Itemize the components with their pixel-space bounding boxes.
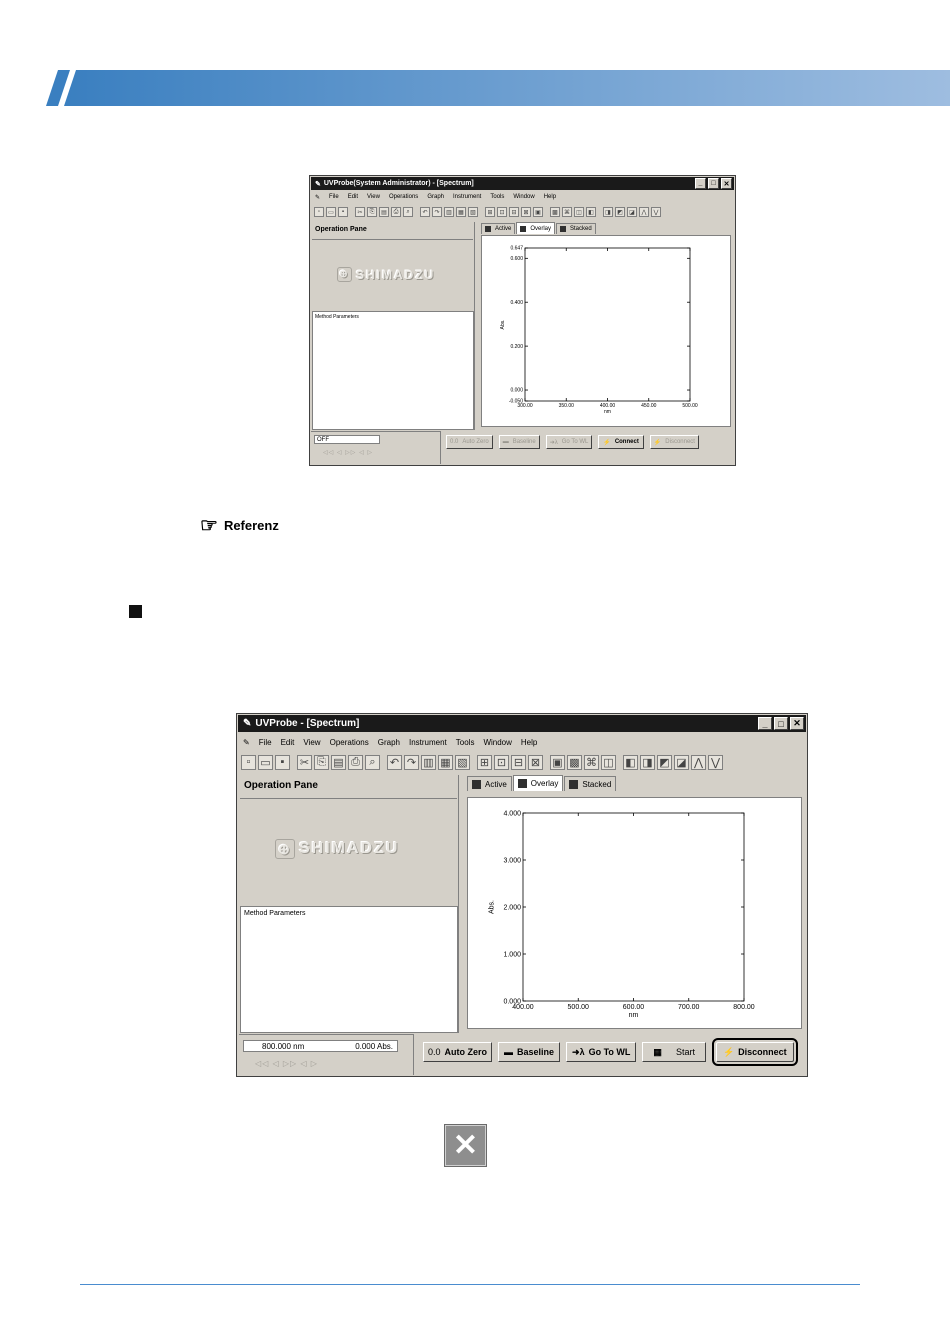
menu-graph[interactable]: Graph (377, 738, 400, 747)
tab-overlay[interactable]: Overlay (513, 775, 564, 791)
go-to-wl-icon: ➜λ (572, 1046, 585, 1057)
spectrum-graph-area (467, 797, 802, 1029)
x-tick-label: 350.00 (558, 403, 574, 409)
chapter-header-bar (0, 70, 950, 106)
menu-window[interactable]: Window (483, 738, 512, 747)
graph-tabs (481, 222, 597, 234)
go-to-wl-icon: ➜λ (549, 439, 558, 446)
status-wavelength: 800.000 nm (262, 1041, 305, 1051)
menu-view[interactable]: View (303, 738, 321, 747)
toolbar-button-icon[interactable]: ◩ (657, 755, 672, 770)
toolbar-button-icon[interactable]: ⎘ (314, 755, 329, 770)
method-parameters-panel (312, 311, 474, 430)
toolbar-button-icon[interactable]: ◪ (674, 755, 689, 770)
y-tick-label: 0.000 (503, 998, 521, 1006)
toolbar-button-icon[interactable]: ▤ (331, 755, 346, 770)
x-tick-label: 800.00 (733, 1004, 755, 1011)
menu-tools[interactable]: Tools (455, 738, 475, 747)
toolbar-button-icon[interactable]: ⊠ (521, 207, 531, 217)
active-tab-icon (485, 226, 491, 232)
y-axis-label: Abs. (500, 319, 506, 330)
method-parameters-label: Method Parameters (315, 314, 359, 320)
tab-overlay[interactable]: Overlay (516, 222, 555, 234)
y-tick-label: 4.000 (503, 810, 521, 818)
go-to-wl-button[interactable]: ➜λ Go To WL (546, 435, 593, 449)
go-to-wl-button[interactable]: ➜λ Go To WL (566, 1042, 636, 1062)
toolbar-button-icon[interactable]: ▣ (550, 755, 565, 770)
x-tick-label: 700.00 (678, 1004, 700, 1011)
toolbar-button-icon[interactable]: ↶ (387, 755, 402, 770)
title-bar: ✎ UVProbe - [Spectrum] _ □ ✕ (238, 715, 806, 732)
toolbar-button-icon[interactable]: ⋀ (691, 755, 706, 770)
y-tick-label: 0.647 (510, 245, 523, 252)
graph-tabs (467, 775, 617, 791)
status-absorbance: 0.000 Abs. (355, 1041, 393, 1051)
toolbar-button-icon[interactable]: ▧ (455, 755, 470, 770)
y-tick-label: 0.400 (510, 299, 523, 306)
baseline-icon: ▬ (502, 439, 509, 445)
shimadzu-logo: ⊕ SHIMADZU (275, 839, 399, 859)
maximize-button[interactable]: □ (774, 717, 788, 730)
menu-operations[interactable]: Operations (388, 194, 419, 200)
toolbar-button-icon[interactable]: ◪ (627, 207, 637, 217)
connect-button[interactable]: ⚡ Connect (598, 435, 643, 449)
toolbar-button-icon[interactable]: ◫ (574, 207, 584, 217)
disconnect-button[interactable]: ⚡ Disconnect (716, 1042, 794, 1062)
toolbar-button-icon[interactable]: ▩ (550, 207, 560, 217)
disconnect-icon: ⚡ (653, 439, 662, 446)
menu-graph[interactable]: Graph (427, 194, 444, 200)
menu-bar (239, 736, 805, 749)
tab-stacked[interactable]: Stacked (564, 776, 616, 791)
app-menu-icon[interactable]: ✎ (315, 194, 321, 201)
footer-rule (80, 1284, 860, 1285)
menu-instrument[interactable]: Instrument (453, 194, 482, 200)
section-bullet-icon (129, 605, 142, 618)
plot-frame (525, 248, 690, 401)
navigation-arrows[interactable]: ◁◁ ◁ ▷▷ ◁ ▷ (323, 450, 373, 456)
y-axis-label: Abs. (488, 899, 496, 915)
pointing-hand-icon: ☞ (200, 515, 218, 537)
toolbar-button-icon[interactable]: ▦ (438, 755, 453, 770)
toolbar-button-icon[interactable]: ✂ (355, 207, 365, 217)
instrument-button-row (446, 434, 705, 450)
toolbar-button-icon[interactable]: ▣ (533, 207, 543, 217)
toolbar-button-icon[interactable]: ⊟ (509, 207, 519, 217)
disconnect-icon: ⚡ (722, 1046, 735, 1057)
operation-pane-title: Operation Pane (244, 780, 318, 791)
y-tick-label: -0.050 (508, 398, 523, 405)
reference-label: Referenz (223, 518, 279, 533)
toolbar-button-icon[interactable]: ◧ (586, 207, 596, 217)
x-tick-label: 600.00 (622, 1004, 645, 1011)
title-bar: ✎ UVProbe(System Administrator) - [Spectrum] _ □ ✕ (311, 177, 734, 190)
method-parameters-panel (240, 906, 458, 1033)
start-icon: ▦ (653, 1046, 662, 1057)
auto-zero-icon: 0.0 (428, 1047, 441, 1057)
operation-pane (239, 775, 459, 1033)
toolbar-button-icon[interactable]: ▪ (275, 755, 290, 770)
toolbar-button-icon[interactable]: ⋁ (651, 207, 661, 217)
stacked-tab-icon (569, 780, 578, 789)
close-icon: ✕ (445, 1125, 486, 1166)
toolbar-button-icon[interactable]: ◨ (640, 755, 655, 770)
menu-window[interactable]: Window (513, 194, 535, 200)
toolbar-button-icon[interactable]: ◩ (615, 207, 625, 217)
menu-view[interactable]: View (367, 194, 380, 200)
spectrum-graph-area (481, 235, 731, 427)
toolbar-button-icon[interactable]: ✂ (297, 755, 312, 770)
menu-operations[interactable]: Operations (329, 738, 369, 747)
plot-frame (523, 813, 744, 1001)
baseline-button[interactable]: ▬ Baseline (498, 1042, 560, 1062)
toolbar-button-icon[interactable]: ⌕ (403, 207, 413, 217)
x-tick-label: 500.00 (682, 403, 698, 409)
menu-edit[interactable]: Edit (347, 194, 359, 200)
status-value: OFF (317, 436, 329, 443)
baseline-icon: ▬ (504, 1047, 514, 1057)
auto-zero-icon: 0.0 (450, 439, 459, 445)
minimize-button[interactable]: _ (695, 178, 706, 189)
toolbar-button-icon[interactable]: ▭ (258, 755, 273, 770)
toolbar-button-icon[interactable]: ◧ (623, 755, 638, 770)
toolbar-button-icon[interactable]: ▧ (468, 207, 478, 217)
toolbar-button-icon[interactable]: ▥ (421, 755, 436, 770)
toolbar-button-icon[interactable]: ⎘ (367, 207, 377, 217)
close-button[interactable]: ✕ (790, 717, 804, 730)
auto-zero-button[interactable]: 0.0 Auto Zero (446, 435, 493, 449)
shimadzu-logo-icon: ⊕ (337, 267, 352, 282)
maximize-button[interactable]: □ (708, 178, 719, 189)
toolbar-button-icon[interactable]: ⋁ (708, 755, 723, 770)
y-tick-label: 2.000 (503, 904, 521, 912)
menu-tools[interactable]: Tools (490, 194, 505, 200)
menu-help[interactable]: Help (543, 194, 557, 200)
menu-help[interactable]: Help (520, 738, 538, 747)
toolbar-button-icon[interactable]: ▪ (338, 207, 348, 217)
active-tab-icon (472, 780, 481, 789)
spectrum-chart (482, 236, 730, 426)
x-axis-label: nm (628, 1012, 639, 1019)
x-tick-label: 400.00 (599, 403, 616, 409)
toolbar (314, 206, 731, 218)
graph-pane (478, 222, 734, 430)
status-readout (314, 435, 380, 444)
toolbar-button-icon[interactable]: ⊞ (477, 755, 492, 770)
auto-zero-button[interactable]: 0.0 Auto Zero (423, 1042, 492, 1062)
y-tick-label: 0.200 (510, 343, 523, 350)
toolbar-button-icon[interactable]: ⊡ (494, 755, 509, 770)
toolbar-button-icon[interactable]: ▦ (456, 207, 466, 217)
uvprobe-window (236, 713, 808, 1077)
operation-pane-title: Operation Pane (315, 226, 367, 233)
menu-bar (312, 192, 733, 202)
shimadzu-logo-icon: ⊕ (275, 839, 295, 859)
operation-pane (311, 222, 475, 430)
y-tick-label: 3.000 (503, 857, 521, 865)
window-title: UVProbe(System Administrator) - [Spectrum] (323, 180, 474, 187)
toolbar-button-icon[interactable]: ◨ (603, 207, 613, 217)
shimadzu-logo: ⊕ SHIMADZU (337, 267, 435, 282)
instrument-button-row (423, 1041, 800, 1063)
toolbar-button-icon[interactable]: ▤ (379, 207, 389, 217)
status-panel (239, 1034, 414, 1075)
toolbar-button-icon[interactable]: ▫ (241, 755, 256, 770)
toolbar-button-icon[interactable]: ⌕ (365, 755, 380, 770)
method-parameters-label: Method Parameters (244, 910, 306, 917)
toolbar-button-icon[interactable]: ◫ (601, 755, 616, 770)
y-tick-label: 0.600 (510, 255, 523, 262)
reference-note (200, 513, 279, 538)
x-tick-label: 300.00 (517, 403, 533, 409)
toolbar-button-icon[interactable]: ▥ (444, 207, 454, 217)
tab-active[interactable]: Active (481, 223, 515, 234)
toolbar-button-icon[interactable]: ⊠ (528, 755, 543, 770)
toolbar-button-icon[interactable]: ⊟ (511, 755, 526, 770)
toolbar-button-icon[interactable]: ↷ (432, 207, 442, 217)
connect-icon: ⚡ (603, 439, 611, 446)
x-tick-label: 450.00 (641, 403, 657, 409)
tab-stacked[interactable]: Stacked (556, 223, 596, 234)
toolbar-button-icon[interactable]: ⎙ (391, 207, 401, 217)
toolbar-button-icon[interactable]: ▩ (567, 755, 582, 770)
navigation-arrows[interactable]: ◁◁ ◁ ▷▷ ◁ ▷ (255, 1059, 318, 1068)
toolbar-button-icon[interactable]: ↷ (404, 755, 419, 770)
graph-pane (463, 775, 806, 1033)
overlay-tab-icon (520, 226, 526, 232)
toolbar-button-icon[interactable]: ⎙ (348, 755, 363, 770)
tab-active[interactable]: Active (467, 776, 512, 791)
toolbar-button-icon[interactable]: ⊡ (497, 207, 507, 217)
stacked-tab-icon (560, 226, 566, 232)
menu-file[interactable]: File (329, 194, 339, 200)
y-tick-label: 1.000 (503, 951, 521, 959)
menu-instrument[interactable]: Instrument (408, 738, 447, 747)
toolbar-button-icon[interactable]: ▭ (326, 207, 336, 217)
menu-file[interactable]: File (258, 738, 272, 747)
menu-edit[interactable]: Edit (280, 738, 295, 747)
start-button[interactable]: ▦ Start (642, 1042, 706, 1062)
spectrum-chart (468, 798, 801, 1028)
toolbar-button-icon[interactable]: ↶ (420, 207, 430, 217)
toolbar-button-icon[interactable]: ⊞ (485, 207, 495, 217)
minimize-button[interactable]: _ (758, 717, 772, 730)
toolbar-button-icon[interactable]: ⋀ (639, 207, 649, 217)
overlay-tab-icon (518, 779, 527, 788)
uvprobe-window-admin (309, 175, 736, 466)
baseline-button[interactable]: ▬ Baseline (499, 435, 540, 449)
toolbar-button-icon[interactable]: ⌘ (562, 207, 572, 217)
status-panel (311, 431, 441, 464)
x-tick-label: 400.00 (512, 1004, 534, 1011)
disconnect-button[interactable]: ⚡ Disconnect (650, 435, 699, 449)
x-tick-label: 500.00 (567, 1004, 589, 1011)
status-readout (243, 1040, 398, 1052)
toolbar-button-icon[interactable]: ▫ (314, 207, 324, 217)
y-tick-label: 0.000 (510, 387, 523, 394)
app-menu-icon[interactable]: ✎ (243, 738, 250, 747)
toolbar (241, 754, 803, 770)
window-title: UVProbe - [Spectrum] (255, 718, 360, 729)
x-axis-label: nm (604, 409, 611, 415)
close-button[interactable]: ✕ (721, 178, 732, 189)
toolbar-button-icon[interactable]: ⌘ (586, 756, 597, 769)
